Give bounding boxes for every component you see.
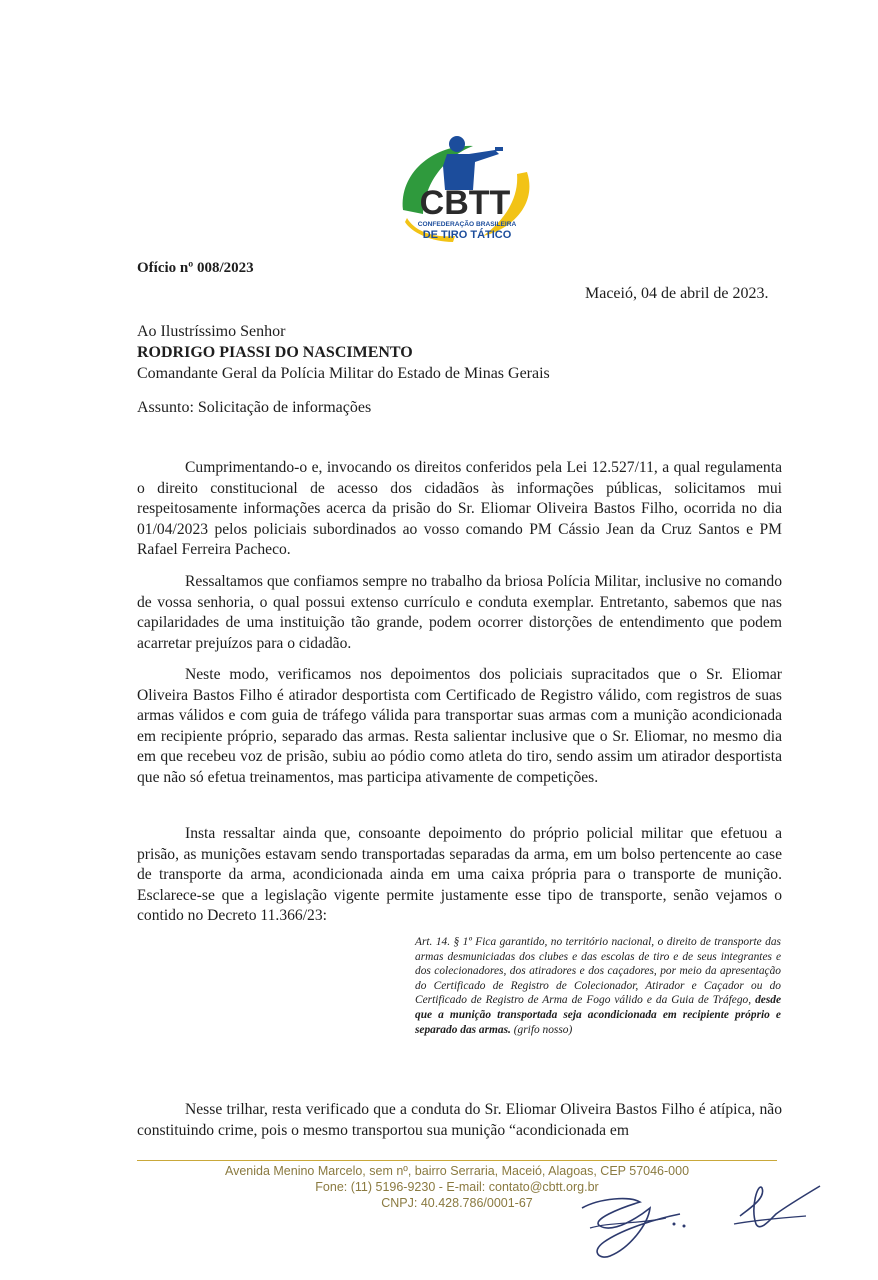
paragraph-2 <box>137 572 782 654</box>
legal-quote <box>415 935 781 1037</box>
paragraph-1 <box>137 458 782 561</box>
oficio-number: Ofício nº 008/2023 <box>137 260 254 276</box>
footer-address: Avenida Menino Marcelo, sem nº, bairro Serraria, Maceió, Alagoas, CEP 57046-000 <box>224 1164 690 1178</box>
footer-contact: Fone: (11) 5196-9230 - E-mail: contato@cbtt.org.br <box>315 1180 599 1194</box>
svg-text:DE TIRO TÁTICO: DE TIRO TÁTICO <box>422 229 512 241</box>
recipient-salutation: Ao Ilustríssimo Senhor <box>137 323 286 340</box>
paragraph-4 <box>137 824 782 927</box>
paragraph-5 <box>137 1100 782 1141</box>
handwritten-signature-icon <box>570 1168 830 1268</box>
footer-cnpj: CNPJ: 40.428.786/0001-67 <box>381 1196 533 1210</box>
cbtt-logo <box>395 132 535 244</box>
shooter-logo-icon <box>395 132 535 244</box>
paragraph-4-text: Insta ressaltar ainda que, consoante depoimento do próprio policial militar que efetuou a prisão, as munições estavam sendo transportadas separadas da arma, em um bolso pertencente ao case de transporte da arma, acondicionada ainda em uma caixa própria para o transporte de munição. Esclarece-se que a legislação vigente permite justamente esse tipo de transporte, senão vejamos o contido no Decreto 11.366/23: <box>137 825 782 924</box>
recipient-block <box>137 321 550 384</box>
paragraph-5-text: Nesse trilhar, resta verificado que a conduta do Sr. Eliomar Oliveira Bastos Filho é atípica, não constituindo crime, pois o mesmo transportou sua munição “acondicionada em <box>137 1101 782 1139</box>
quote-note: (grifo nosso) <box>513 1023 573 1036</box>
paragraph-3 <box>137 665 782 788</box>
paragraph-2-text: Ressaltamos que confiamos sempre no trabalho da briosa Polícia Militar, inclusive no comando de vossa senhoria, o qual possui extenso currículo e conduta exemplar. Entretanto, sabemos que nas capilaridades de uma instituição tão grande, podem ocorrer distorções de entendimento que podem acarretar prejuízos para o cidadão. <box>137 573 782 652</box>
footer-divider <box>137 1160 777 1161</box>
letter-date: Maceió, 04 de abril de 2023. <box>585 285 769 302</box>
quote-bold: desde que a munição transportada seja acondicionada em recipiente próprio e separado das armas. <box>415 994 781 1036</box>
paragraph-1-text: Cumprimentando-o e, invocando os direitos conferidos pela Lei 12.527/11, a qual regulamenta o direito constitucional de acesso dos cidadãos às informações públicas, solicitamos mui respeitosamente informações acerca da prisão do Sr. Eliomar Oliveira Bastos Filho, ocorrida no dia 01/04/2023 pelos policiais subordinados ao vosso comando PM Cássio Jean da Cruz Santos e PM Rafael Ferreira Pacheco. <box>137 459 782 558</box>
recipient-name: RODRIGO PIASSI DO NASCIMENTO <box>137 344 413 361</box>
svg-text:CBTT: CBTT <box>419 184 511 222</box>
svg-text:CONFEDERAÇÃO BRASILEIRA: CONFEDERAÇÃO BRASILEIRA <box>417 221 517 228</box>
recipient-role: Comandante Geral da Polícia Militar do Estado de Minas Gerais <box>137 365 550 382</box>
subject-line: Assunto: Solicitação de informações <box>137 399 372 416</box>
paragraph-3-text: Neste modo, verificamos nos depoimentos dos policiais supracitados que o Sr. Eliomar Oliveira Bastos Filho é atirador desportista com Certificado de Registro válido, com registros de suas armas válidos e com guia de tráfego válida para transportar suas armas com a munição acondicionada em recipiente próprio, separado das armas. Resta salientar inclusive que o Sr. Eliomar, no mesmo dia em que recebeu voz de prisão, subiu ao pódio como atleta do tiro, sendo assim um atirador desportista que não só efetua treinamentos, mas participa ativamente de competições. <box>137 666 782 786</box>
quote-text: Art. 14. § 1º Fica garantido, no território nacional, o direito de transporte das armas desmuniciadas dos clubes e das escolas de tiro e de seus integrantes e dos colecionadores, dos atiradores e dos caçadores, por meio da apresentação do Certificado de Registro de Colecionador, Atirador e Caçador ou do Certificado de Registro de Arma de Fogo válido e da Guia de Tráfego, <box>415 936 781 1007</box>
